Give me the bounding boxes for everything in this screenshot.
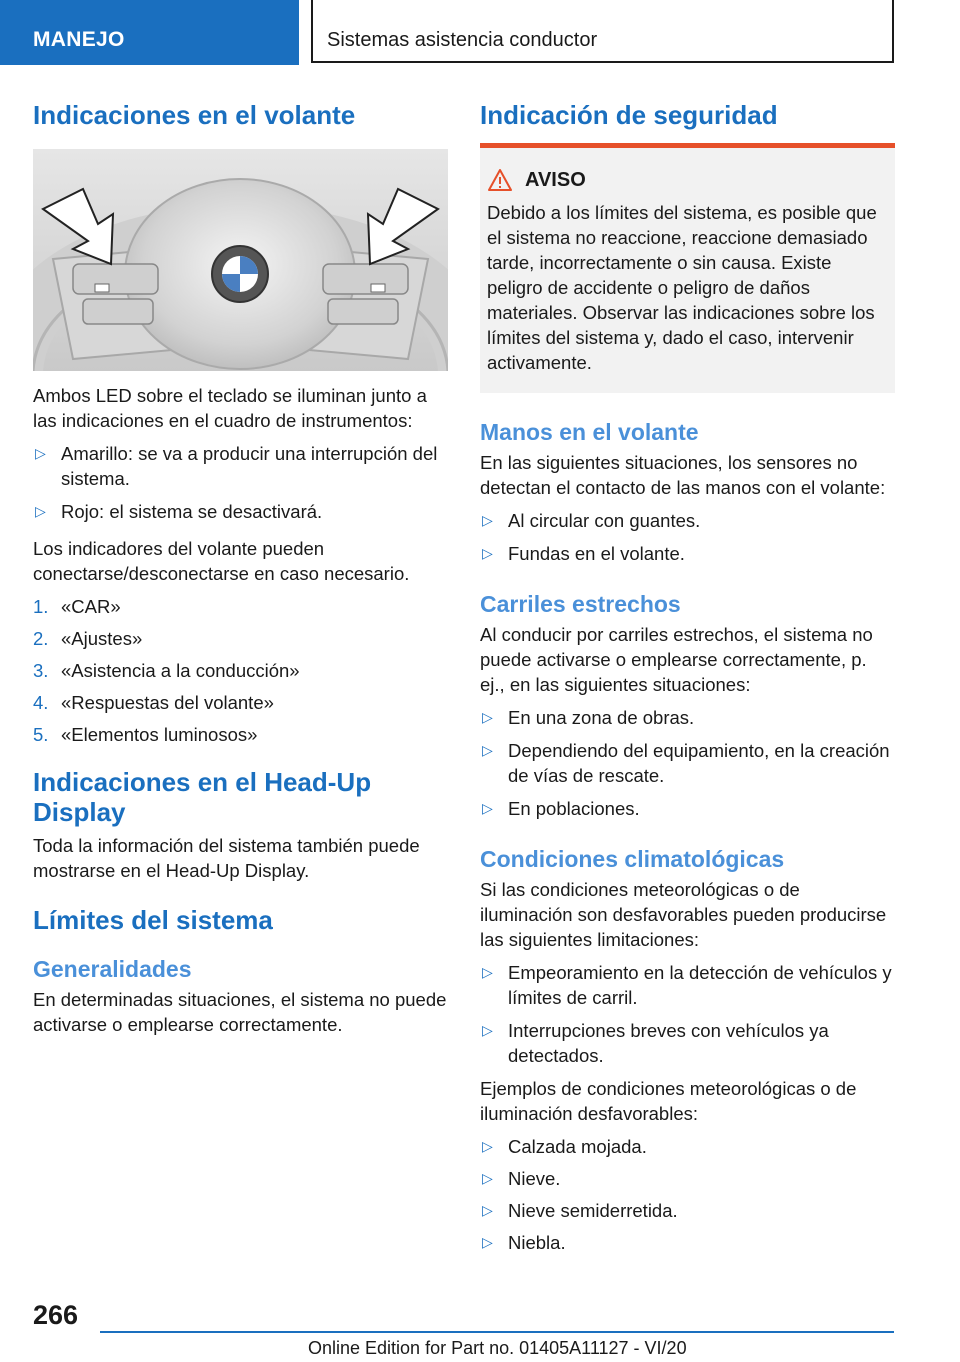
right-column xyxy=(480,100,895,1255)
list-item: 2. «Ajustes» xyxy=(33,628,143,649)
triangle-bullet-icon: ▷ xyxy=(482,512,493,528)
steering-wheel-figure xyxy=(33,149,448,371)
warning-label: AVISO xyxy=(525,168,586,191)
footer-divider xyxy=(100,1331,894,1333)
heading-hud: Indicaciones en el Head-Up Display xyxy=(33,767,372,827)
list-item: ▷ Nieve. xyxy=(482,1168,561,1189)
triangle-bullet-icon: ▷ xyxy=(482,800,493,816)
triangle-bullet-icon: ▷ xyxy=(482,1234,493,1250)
manos-list xyxy=(480,508,895,566)
triangle-bullet-icon: ▷ xyxy=(482,709,493,725)
list-item: ▷ Rojo: el sistema se desactivará. xyxy=(35,501,323,522)
list-item: ▷ Dependiendo del equipamiento, en la creación de vías de rescate. xyxy=(482,740,890,786)
triangle-bullet-icon: ▷ xyxy=(482,1022,493,1038)
edition-text: Online Edition for Part no. 01405A11127 - VI/20 xyxy=(308,1338,687,1358)
paragraph-generalidades: En determinadas situaciones, el sistema no puede activarse o emplearse correctamente. xyxy=(33,989,447,1035)
heading-carriles: Carriles estrechos xyxy=(480,591,681,617)
list-item: ▷ En poblaciones. xyxy=(482,798,640,819)
warning-box xyxy=(480,143,895,393)
list-item: ▷ Calzada mojada. xyxy=(482,1136,647,1157)
paragraph-ejemplos: Ejemplos de condiciones meteorológicas o de iluminación desfavorables: xyxy=(480,1078,857,1124)
triangle-bullet-icon: ▷ xyxy=(482,545,493,561)
page-number: 266 xyxy=(33,1300,79,1330)
list-item: 1. «CAR» xyxy=(33,596,121,617)
triangle-bullet-icon: ▷ xyxy=(482,742,493,758)
triangle-bullet-icon: ▷ xyxy=(35,503,46,519)
header-section-label: MANEJO xyxy=(33,28,125,51)
paragraph-carriles: Al conducir por carriles estrechos, el sistema no puede activarse o emplearse correctamente, p. ej., en las siguientes situaciones: xyxy=(480,624,873,695)
heading-volante: Indicaciones en el volante xyxy=(33,100,356,130)
steps-list xyxy=(33,594,448,747)
header-chapter-label: Sistemas asistencia conductor xyxy=(327,29,598,51)
left-column xyxy=(33,100,448,1037)
triangle-bullet-icon: ▷ xyxy=(482,1202,493,1218)
list-item: 4. «Respuestas del volante» xyxy=(33,692,274,713)
led-list xyxy=(33,441,448,524)
list-item: ▷ Empeoramiento en la detección de vehículos y límites de carril. xyxy=(482,962,892,1008)
heading-limites: Límites del sistema xyxy=(33,905,273,935)
warning-triangle-icon xyxy=(487,168,513,192)
paragraph-hud: Toda la información del sistema también puede mostrarse en el Head-Up Display. xyxy=(33,835,420,881)
list-item: ▷ Fundas en el volante. xyxy=(482,543,685,564)
ejemplos-list xyxy=(480,1134,895,1255)
list-item: ▷ Amarillo: se va a producir una interrupción del sistema. xyxy=(35,443,438,489)
triangle-bullet-icon: ▷ xyxy=(482,1170,493,1186)
header-section-tab xyxy=(0,0,299,65)
list-item: ▷ Nieve semiderretida. xyxy=(482,1200,678,1221)
list-item: 3. «Asistencia a la conducción» xyxy=(33,660,300,681)
heading-clima: Condiciones climatológicas xyxy=(480,846,785,872)
list-item: ▷ Niebla. xyxy=(482,1232,566,1253)
paragraph-manos: En las siguientes situaciones, los sensores no detectan el contacto de las manos con el volante: xyxy=(480,452,886,498)
bmw-logo xyxy=(212,246,268,302)
steering-wheel-illustration xyxy=(33,149,448,371)
list-item: ▷ En una zona de obras. xyxy=(482,707,695,728)
heading-manos: Manos en el volante xyxy=(480,419,699,445)
triangle-bullet-icon: ▷ xyxy=(482,964,493,980)
triangle-bullet-icon: ▷ xyxy=(482,1138,493,1154)
clima-list xyxy=(480,960,895,1068)
list-item: ▷ Al circular con guantes. xyxy=(482,510,701,531)
header-chapter-box xyxy=(311,0,894,63)
carriles-list xyxy=(480,705,895,821)
heading-generalidades: Generalidades xyxy=(33,956,192,982)
paragraph-clima: Si las condiciones meteorológicas o de iluminación son desfavorables pueden producirse las siguientes limitaciones: xyxy=(480,879,887,950)
paragraph-conectar: Los indicadores del volante pueden conectarse/desconectarse en caso necesario. xyxy=(33,538,410,584)
list-item: ▷ Interrupciones breves con vehículos ya detectados. xyxy=(482,1020,829,1066)
triangle-bullet-icon: ▷ xyxy=(35,445,46,461)
warning-text: Debido a los límites del sistema, es posible que el sistema no reaccione, reaccione demasiado tarde, incorrectamente o sin causa. Existe peligro de accidente o peligro de daños materiales. Observar las indicaciones sobre los límites del sistema y, dado el caso, intervenir activamente. xyxy=(487,202,877,373)
heading-seguridad: Indicación de seguridad xyxy=(480,100,778,130)
list-item: 5. «Elementos luminosos» xyxy=(33,724,258,745)
paragraph-led: Ambos LED sobre el teclado se iluminan junto a las indicaciones en el cuadro de instrumentos: xyxy=(33,385,427,431)
